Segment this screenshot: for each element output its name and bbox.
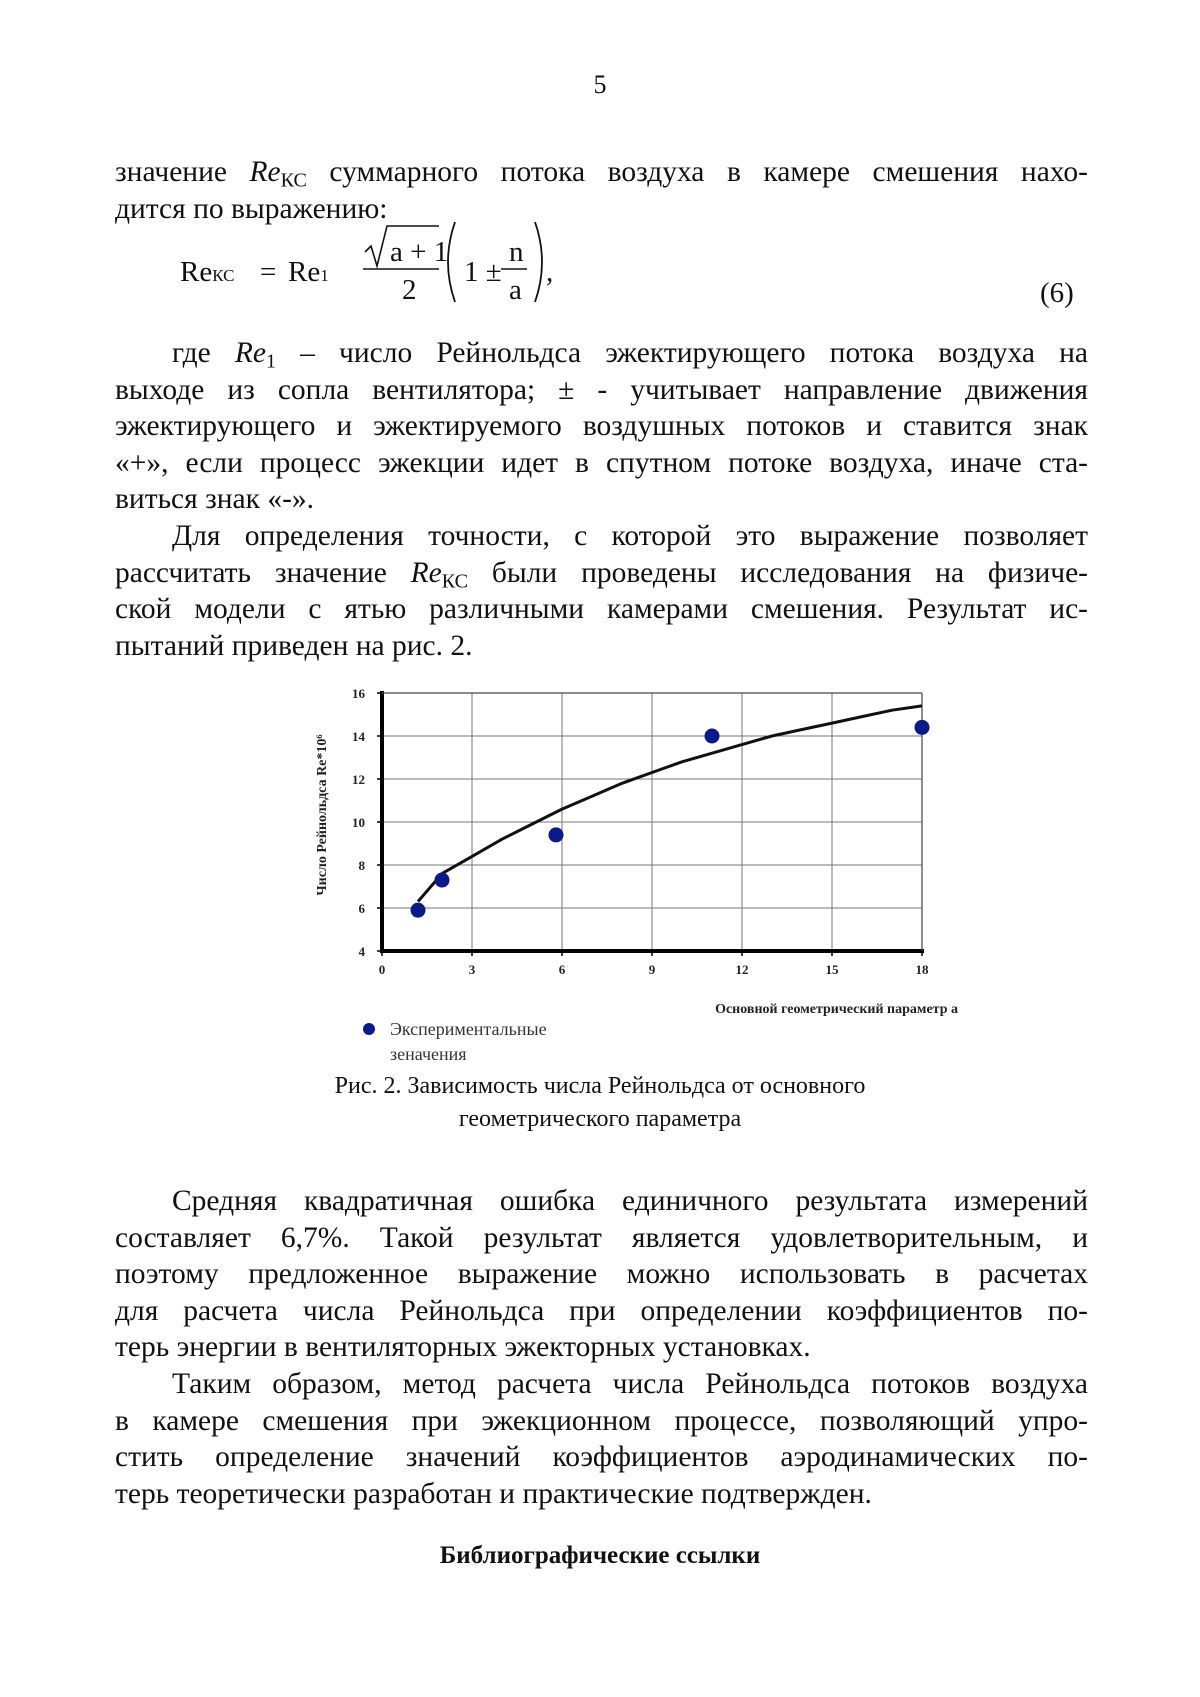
x-tick-label: 18	[915, 962, 929, 977]
formula-lhs: ReКС	[180, 256, 235, 288]
fit-curve	[418, 706, 922, 902]
x-tick-label: 12	[735, 962, 749, 977]
chart-labels	[315, 686, 958, 1064]
text-line: выходе из сопла вентилятора; ± - учитывает направление движения	[115, 373, 1088, 406]
page-number: 5	[593, 70, 607, 99]
legend-marker	[363, 1023, 375, 1035]
chart-fit-line	[418, 706, 922, 902]
y-axis-title: Число Рейнольдса Re*10⁶	[315, 734, 330, 896]
data-point	[411, 903, 426, 918]
text-line: эжектирующего и эжектируемого воздушных потоков и ставится знак	[115, 410, 1088, 443]
data-point	[549, 827, 564, 842]
text-line: терь энергии в вентиляторных эжекторных установках.	[115, 1331, 811, 1364]
figure-caption	[300, 1070, 900, 1136]
legend-label-line-2: зеначения	[390, 1044, 467, 1064]
text-line: поэтому предложенное выражение можно использовать в расчетах	[115, 1258, 1088, 1291]
y-tick-label: 6	[358, 901, 365, 916]
y-tick-label: 8	[358, 858, 365, 873]
chart-grid	[382, 693, 922, 951]
text-line: значение $Re_{КС}$ суммарного потока воздуха в камере смешения нахо-	[115, 156, 1088, 192]
y-tick-label: 10	[352, 815, 365, 830]
section-heading: Библиографические ссылки	[439, 1542, 761, 1569]
text-line: ской модели с ятью различными камерами смешения. Результат ис-	[115, 593, 1088, 626]
text-line: «+», если процесс эжекции идет в спутном потоке воздуха, иначе ста-	[115, 446, 1088, 479]
text-line: стить определение значений коэффициентов аэродинамических по-	[115, 1441, 1088, 1474]
paragraph-5	[115, 1366, 1088, 1512]
text-line: дится по выражению:	[115, 192, 388, 225]
x-tick-label: 3	[468, 962, 476, 977]
y-tick-label: 16	[352, 686, 365, 701]
data-point	[915, 720, 930, 735]
text-line: Таким образом, метод расчета числа Рейнольдса потоков воздуха	[172, 1368, 1088, 1400]
text-line: пытаний приведен на рис. 2.	[115, 629, 473, 662]
chart-points	[411, 720, 930, 918]
x-tick-label: 9	[648, 962, 656, 977]
caption-line-2: геометрического параметра	[458, 1106, 742, 1132]
frac-numerator: n	[509, 236, 524, 268]
x-axis-title: Основной геометрический параметр a	[715, 1002, 958, 1017]
x-tick-label: 0	[378, 962, 386, 977]
denominator: 2	[402, 274, 417, 306]
x-tick-label: 6	[558, 962, 566, 977]
x-tick-label: 15	[825, 962, 839, 977]
formula-re1: Re1	[288, 256, 329, 288]
caption-line-1: Рис. 2. Зависимость числа Рейнольдса от основного	[334, 1073, 866, 1099]
equation-number: (6)	[1040, 277, 1074, 309]
sqrt-argument: a + 1	[390, 236, 449, 268]
formula-equals: =	[260, 256, 277, 288]
text-line: рассчитать значение $Re_{КС}$ были проведены исследования на физиче-	[115, 556, 1088, 593]
text-line: Средняя квадратичная ошибка единичного результата измерений	[172, 1185, 1088, 1217]
legend-label-line-1: Экспериментальные	[390, 1019, 547, 1039]
data-point	[435, 873, 450, 888]
frac-denominator: a	[509, 274, 522, 306]
chart-axes	[377, 691, 924, 956]
text-line: в камере смешения при эжекционном процессе, позволяющий упро-	[115, 1404, 1088, 1437]
y-tick-label: 4	[358, 944, 365, 959]
text-line: где $Re_1$ – число Рейнольдса эжектирующего потока воздуха на	[172, 337, 1089, 373]
paragraph-4	[115, 1183, 1088, 1366]
one-plus-minus: 1 ±	[464, 256, 502, 288]
y-tick-label: 12	[352, 772, 365, 787]
text-line: для расчета числа Рейнольдса при определении коэффициентов по-	[115, 1294, 1088, 1327]
data-point	[705, 729, 720, 744]
text-line: Для определения точности, с которой это выражение позволяет	[172, 520, 1088, 552]
text-line: терь теоретически разработан и практические подтвержден.	[115, 1477, 872, 1510]
text-line: составляет 6,7%. Такой результат является удовлетворительным, и	[115, 1221, 1088, 1254]
text-line: виться знак «-».	[115, 483, 315, 516]
formula-comma: ,	[546, 256, 554, 288]
y-tick-label: 14	[352, 729, 365, 744]
